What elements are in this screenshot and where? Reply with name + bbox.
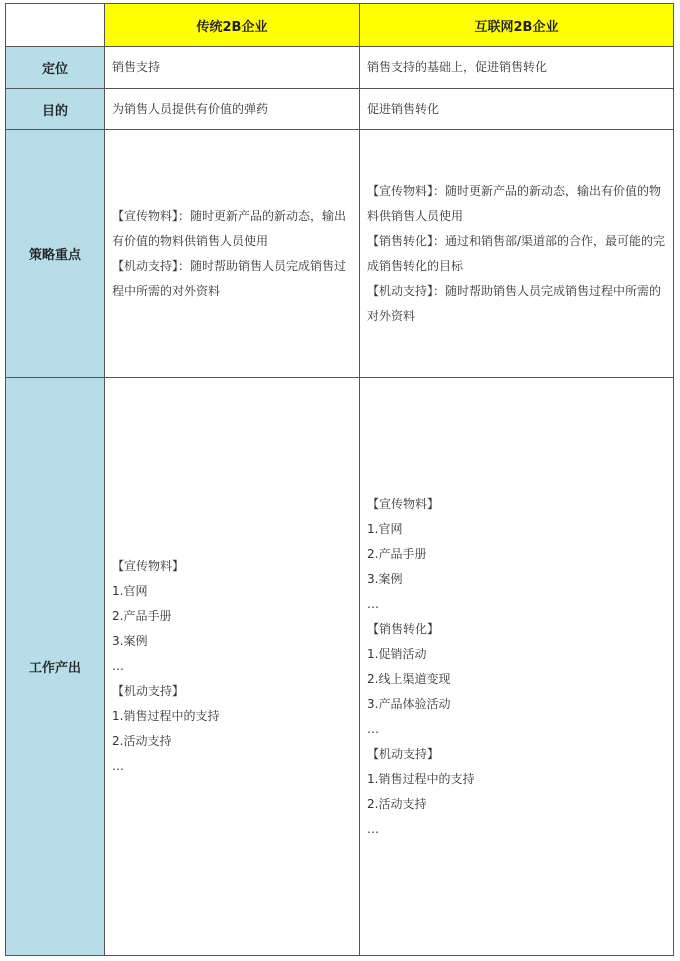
output-traditional xyxy=(105,378,360,956)
strategy-internet-item: 【机动支持】：随时帮助销售人员完成销售过程中所需的对外资料 xyxy=(367,283,662,323)
goal-internet: 促进销售转化 xyxy=(360,89,674,130)
output-traditional-item: 1.官网 xyxy=(112,584,148,598)
header-row xyxy=(6,4,674,47)
output-traditional-item: 2.活动支持 xyxy=(112,734,172,748)
strategy-traditional xyxy=(105,130,360,378)
output-traditional-item: 【机动支持】 xyxy=(112,684,185,698)
corner-cell xyxy=(6,4,105,47)
output-internet-item: 【宣传物料】 xyxy=(367,496,440,511)
output-internet-item: 3.案例 xyxy=(367,571,403,586)
output-internet-item: 2.线上渠道变现 xyxy=(367,671,451,686)
output-internet-item: 3.产品体验活动 xyxy=(367,696,451,711)
output-internet-item: … xyxy=(367,721,379,736)
output-internet xyxy=(360,378,674,956)
row-label-output: 工作产出 xyxy=(6,378,105,956)
row-label-strategy: 策略重点 xyxy=(6,130,105,378)
strategy-internet-item: 【宣传物料】：随时更新产品的新动态，输出有价值的物料供销售人员使用 xyxy=(367,183,662,223)
output-traditional-item: 3.案例 xyxy=(112,634,148,648)
strategy-internet-item: 【销售转化】：通过和销售部/渠道部的合作，最可能的完成销售转化的目标 xyxy=(367,233,666,273)
row-label-positioning: 定位 xyxy=(6,47,105,89)
positioning-traditional: 销售支持 xyxy=(105,47,360,89)
row-goal xyxy=(6,89,674,130)
header-traditional: 传统2B企业 xyxy=(105,4,360,47)
header-internet: 互联网2B企业 xyxy=(360,4,674,47)
strategy-traditional-item: 【机动支持】：随时帮助销售人员完成销售过程中所需的对外资料 xyxy=(112,258,347,298)
output-internet-item: 2.产品手册 xyxy=(367,546,427,561)
comparison-table xyxy=(5,3,674,956)
positioning-internet: 销售支持的基础上，促进销售转化 xyxy=(360,47,674,89)
output-internet-item: 【销售转化】 xyxy=(367,621,440,636)
strategy-internet xyxy=(360,130,674,378)
output-traditional-item: 1.销售过程中的支持 xyxy=(112,709,220,723)
row-strategy xyxy=(6,130,674,378)
row-positioning xyxy=(6,47,674,89)
output-internet-item: 1.官网 xyxy=(367,521,403,536)
output-traditional-item: 2.产品手册 xyxy=(112,609,172,623)
row-output xyxy=(6,378,674,956)
output-internet-item: 1.促销活动 xyxy=(367,646,427,661)
goal-traditional: 为销售人员提供有价值的弹药 xyxy=(105,89,360,130)
output-internet-item: 1.销售过程中的支持 xyxy=(367,771,475,786)
output-traditional-item: 【宣传物料】 xyxy=(112,559,185,573)
output-internet-item: 2.活动支持 xyxy=(367,796,427,811)
strategy-traditional-item: 【宣传物料】：随时更新产品的新动态，输出有价值的物料供销售人员使用 xyxy=(112,208,347,248)
output-internet-item: … xyxy=(367,821,379,836)
row-label-goal: 目的 xyxy=(6,89,105,130)
output-traditional-item: … xyxy=(112,659,124,673)
output-internet-item: 【机动支持】 xyxy=(367,746,440,761)
output-internet-item: … xyxy=(367,596,379,611)
output-traditional-item: … xyxy=(112,759,124,773)
